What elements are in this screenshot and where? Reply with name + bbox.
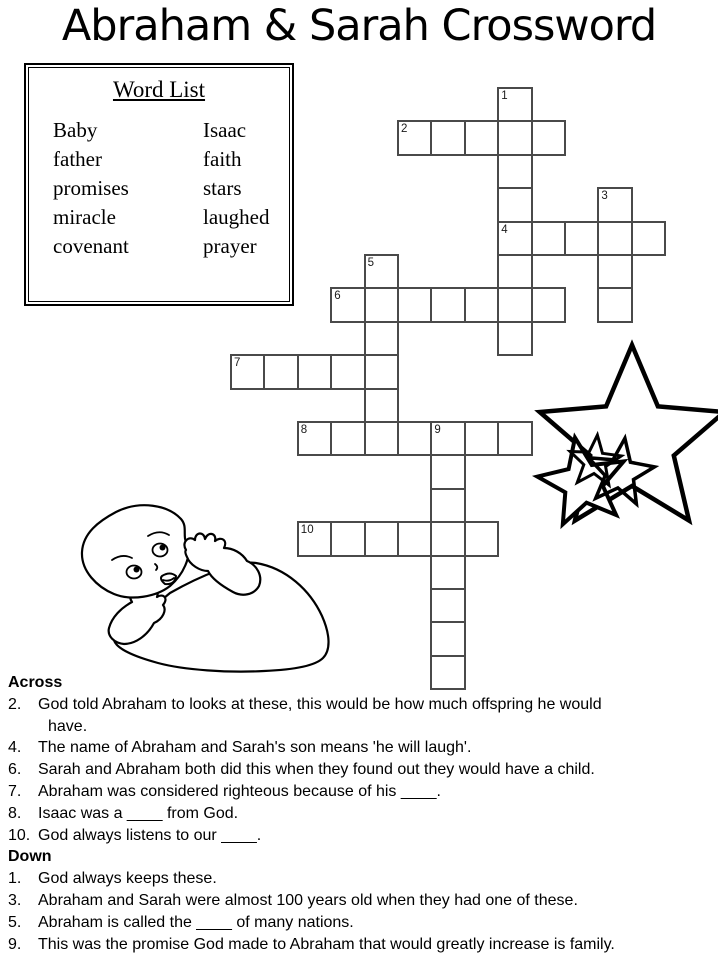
baby-left-pupil (134, 567, 140, 573)
clue-text: God told Abraham to looks at these, this would be how much offspring he would (38, 695, 602, 713)
crossword-cell[interactable] (597, 254, 632, 289)
crossword-cell[interactable] (531, 221, 566, 256)
crossword-cell[interactable] (531, 120, 566, 155)
crossword-cell[interactable] (497, 187, 532, 222)
crossword-cell[interactable] (464, 120, 499, 155)
word-list-item: father (53, 147, 102, 171)
stars-illustration (530, 335, 718, 547)
across-clue-list (8, 694, 716, 847)
clue-across-8 (8, 803, 716, 825)
clue-text: God always listens to our ____. (38, 826, 262, 844)
clue-number: 1. (8, 870, 22, 888)
crossword-cell[interactable] (497, 321, 532, 356)
clue-text: Abraham and Sarah were almost 100 years old when they had one of these. (38, 891, 578, 909)
clue-number: 6. (8, 761, 22, 779)
crossword-cell[interactable] (397, 287, 432, 322)
crossword-cell[interactable] (430, 621, 465, 656)
down-header: Down (8, 848, 52, 866)
clue-text: Isaac was a ____ from God. (38, 804, 239, 822)
clue-text: The name of Abraham and Sarah's son means 'he will laugh'. (38, 739, 472, 757)
clues-section (8, 672, 716, 955)
crossword-cell[interactable] (597, 287, 632, 322)
clue-number: 2. (8, 695, 22, 713)
clue-text-continued: have. (48, 717, 88, 735)
baby-right-pupil (160, 545, 166, 551)
clue-down-5 (8, 912, 716, 934)
clue-across-10 (8, 825, 716, 847)
crossword-cell[interactable] (430, 588, 465, 623)
clue-number-label: 8 (300, 424, 308, 436)
crossword-cell[interactable] (364, 287, 399, 322)
word-list-item: Isaac (203, 118, 247, 142)
clue-down-3 (8, 890, 716, 912)
word-list-item: stars (203, 176, 242, 200)
word-list-item: miracle (53, 205, 116, 229)
crossword-cell[interactable] (497, 154, 532, 189)
crossword-cell[interactable] (464, 287, 499, 322)
crossword-cell[interactable] (397, 421, 432, 456)
word-list-title: Word List (112, 77, 206, 102)
crossword-cell[interactable] (364, 321, 399, 356)
crossword-cell[interactable] (364, 388, 399, 423)
clue-across-2 (8, 694, 716, 716)
clue-number-label: 6 (334, 290, 341, 303)
clue-number-label: 2 (401, 123, 408, 136)
clue-number-label: 9 (434, 424, 441, 436)
clue-number-label: 5 (367, 257, 374, 269)
word-list-item: laughed (203, 205, 270, 229)
word-list-item: covenant (53, 234, 129, 258)
clue-number: 4. (8, 739, 22, 757)
page-title: Abraham & Sarah Crossword (61, 1, 657, 51)
crossword-cell[interactable] (330, 354, 365, 389)
crossword-cell[interactable] (364, 421, 399, 456)
crossword-cell[interactable] (430, 120, 465, 155)
word-list-item: faith (203, 147, 242, 171)
crossword-cell[interactable] (497, 287, 532, 322)
clue-text: Abraham is called the ____ of many nations. (38, 913, 354, 931)
clue-text: God always keeps these. (38, 870, 217, 888)
word-list-item: prayer (203, 234, 257, 258)
clue-text: Abraham was considered righteous because of his ____. (38, 782, 441, 800)
crossword-cell[interactable] (597, 221, 632, 256)
crossword-cell[interactable] (464, 521, 499, 556)
word-list-item: Baby (53, 118, 98, 142)
crossword-cell[interactable] (430, 287, 465, 322)
crossword-cell[interactable] (263, 354, 298, 389)
clue-text: This was the promise God made to Abraham that would greatly increase is family. (38, 935, 615, 953)
clue-number: 5. (8, 913, 22, 931)
crossword-cell[interactable] (497, 421, 532, 456)
crossword-cell[interactable] (430, 555, 465, 590)
crossword-cell[interactable] (497, 120, 532, 155)
clue-text: Sarah and Abraham both did this when they found out they would have a child. (38, 761, 595, 779)
crossword-cell[interactable] (330, 421, 365, 456)
crossword-cell[interactable] (297, 354, 332, 389)
clue-down-1 (8, 868, 716, 890)
crossword-cell[interactable] (430, 521, 465, 556)
word-list-item: promises (53, 176, 129, 200)
clue-number-label: 1 (501, 90, 508, 102)
crossword-cell[interactable] (497, 254, 532, 289)
clue-across-7 (8, 781, 716, 803)
crossword-cell[interactable] (464, 421, 499, 456)
clue-number: 3. (8, 891, 22, 909)
clue-across-6 (8, 759, 716, 781)
clue-number-label: 4 (501, 223, 508, 236)
clue-number-label: 7 (234, 357, 241, 370)
clue-number-label: 10 (300, 524, 314, 537)
down-clue-list (8, 868, 716, 955)
crossword-cell[interactable] (364, 521, 399, 556)
crossword-cell[interactable] (430, 454, 465, 489)
crossword-cell[interactable] (531, 287, 566, 322)
clue-number: 10. (8, 826, 31, 844)
crossword-cell[interactable] (564, 221, 599, 256)
clue-number: 7. (8, 782, 22, 800)
crossword-cell[interactable] (364, 354, 399, 389)
crossword-cell[interactable] (430, 488, 465, 523)
across-header: Across (8, 674, 63, 691)
crossword-cell[interactable] (397, 521, 432, 556)
clue-number: 8. (8, 804, 22, 822)
clue-across-4 (8, 737, 716, 759)
crossword-cell[interactable] (631, 221, 666, 256)
clue-number: 9. (8, 935, 22, 953)
clue-number-label: 3 (601, 190, 608, 203)
clue-down-9 (8, 934, 716, 956)
